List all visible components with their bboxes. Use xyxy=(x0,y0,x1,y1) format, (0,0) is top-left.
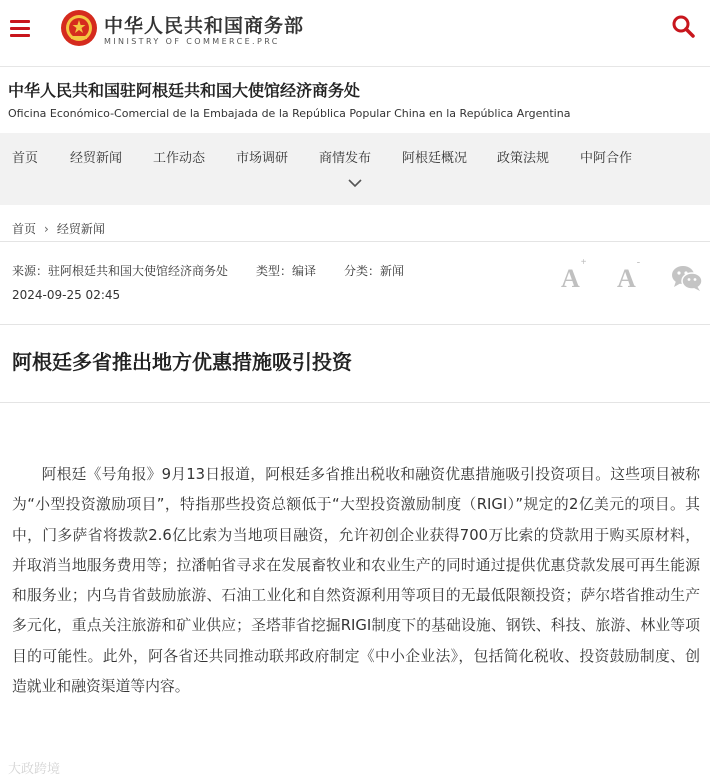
meta-source: 来源：驻阿根廷共和国大使馆经济商务处 xyxy=(12,264,229,278)
hamburger-menu-icon[interactable] xyxy=(10,18,32,38)
nav-item-china-argentina[interactable]: 中阿合作 xyxy=(580,151,633,166)
site-header xyxy=(0,0,710,58)
nav-item-business-info[interactable]: 商情发布 xyxy=(319,151,372,166)
office-name-cn: 中华人民共和国驻阿根廷共和国大使馆经济商务处 xyxy=(8,81,361,100)
breadcrumb-trade-news[interactable]: 经贸新闻 xyxy=(56,222,105,236)
brand-title-cn: 中华人民共和国商务部 xyxy=(104,15,305,37)
brand-title-en: MINISTRY OF COMMERCE.PRC xyxy=(104,37,280,46)
article-title: 阿根廷多省推出地方优惠措施吸引投资 xyxy=(12,350,352,374)
font-larger-button[interactable] xyxy=(561,257,587,293)
meta-line xyxy=(12,262,432,279)
breadcrumb-home[interactable]: 首页 xyxy=(12,222,37,236)
breadcrumb xyxy=(12,220,105,237)
main-nav xyxy=(0,133,710,205)
nav-item-work-updates[interactable]: 工作动态 xyxy=(153,151,206,166)
meta-date: 2024-09-25 02:45 xyxy=(12,288,121,302)
font-smaller-label: A xyxy=(617,264,636,293)
chevron-down-icon[interactable] xyxy=(347,177,363,189)
nav-item-home[interactable]: 首页 xyxy=(12,151,39,166)
article-body: 阿根廷《号角报》9月13日报道，阿根廷多省推出税收和融资优惠措施吸引投资项目。这些项目被称为“小型投资激励项目”，特指那些投资总额低于“大型投资激励制度（RIGI）”规定的2亿美元的项目。其中，门多萨省将拨款2.6亿比索为当地项目融资，允许初创企业获得700万比索的贷款用于购买原材料，并取消当地服务费用等；拉潘帕省寻求在发展畜牧业和农业生产的同时通过提供优惠贷款发展可再生能源和服务业；内乌肯省鼓励旅游、石油工业化和自然资源利用等项目的无最低限额投资；萨尔塔省推动生产多元化，重点关注旅游和矿业供应；圣塔菲省挖掘RIGI制度下的基础设施、钢铁、科技、旅游、林业等项目的可能性。此外，阿各省还共同推动联邦政府制定《中小企业法》，包括简化税收、投资鼓励制度、创造就业和融资渠道等内容。 xyxy=(12,466,700,696)
nav-item-market-research[interactable]: 市场调研 xyxy=(236,151,289,166)
search-icon[interactable] xyxy=(671,14,695,38)
nav-item-trade-news[interactable]: 经贸新闻 xyxy=(70,151,123,166)
font-larger-label: A xyxy=(561,264,580,293)
office-header xyxy=(0,66,710,130)
font-smaller-button[interactable] xyxy=(617,257,641,293)
article-meta xyxy=(0,241,710,325)
nav-item-argentina-overview[interactable]: 阿根廷概况 xyxy=(402,151,468,166)
chevron-right-icon: › xyxy=(44,222,49,236)
meta-type: 类型：编译 xyxy=(256,264,317,278)
wechat-icon[interactable] xyxy=(671,264,703,292)
meta-category: 分类：新闻 xyxy=(344,264,405,278)
font-larger-sup: + xyxy=(580,257,587,269)
watermark: 大政跨境 xyxy=(8,762,61,777)
nav-item-policies[interactable]: 政策法规 xyxy=(497,151,550,166)
office-name-es: Oficina Económico-Comercial de la Embajada de la República Popular China en la República Argentina xyxy=(8,107,571,120)
national-emblem-logo xyxy=(60,9,98,47)
divider xyxy=(0,402,710,403)
font-smaller-sup: - xyxy=(636,257,641,269)
